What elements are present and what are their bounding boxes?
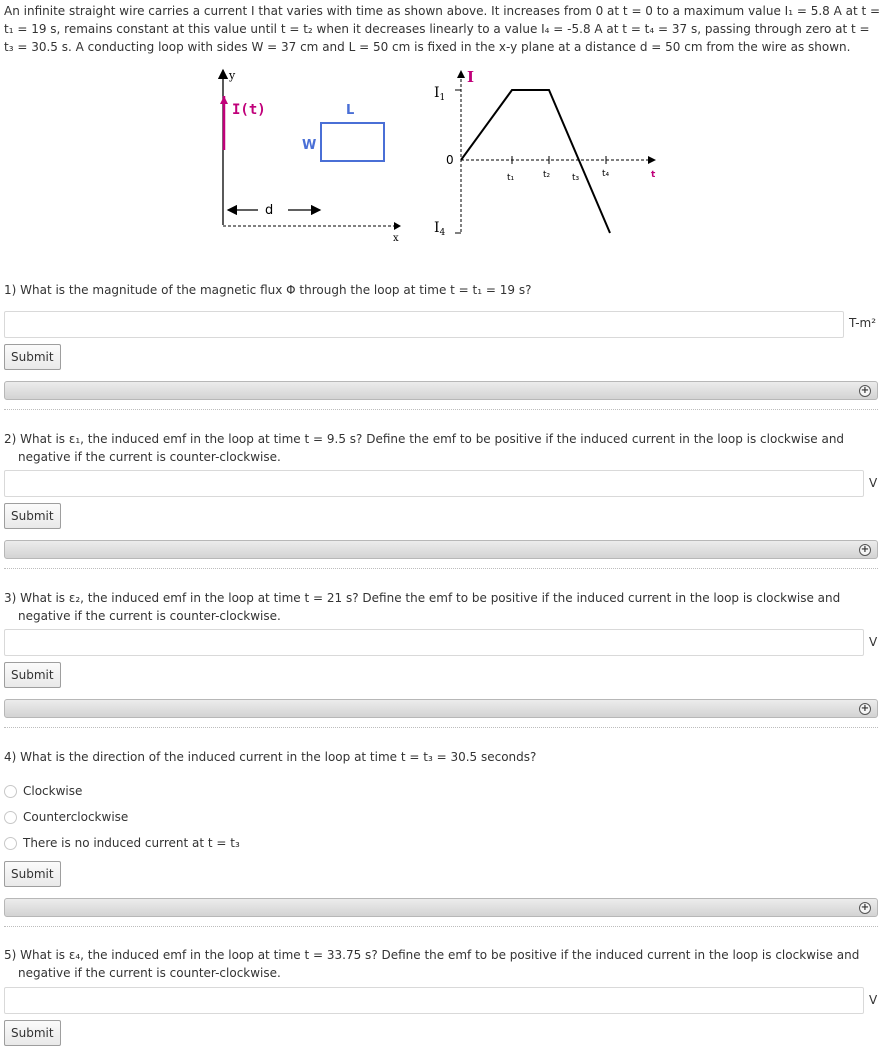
- option-label: There is no induced current at t = t₃: [23, 836, 240, 850]
- question-2-submit-button[interactable]: Submit: [4, 503, 61, 529]
- graph-y-arrow: [457, 70, 465, 78]
- option-no-current[interactable]: [4, 835, 240, 851]
- question-4-submit-button[interactable]: Submit: [4, 861, 61, 887]
- graph-y-label: I: [467, 68, 475, 86]
- separator: [4, 568, 878, 569]
- t1-label: t₁: [507, 173, 515, 183]
- question-1-hint-bar[interactable]: [4, 381, 878, 400]
- radio-button[interactable]: [4, 811, 17, 824]
- t3-label: t₃: [572, 173, 580, 183]
- question-4-hint-bar[interactable]: [4, 898, 878, 917]
- question-1-unit: T-m²: [849, 316, 877, 330]
- t2-label: t₂: [543, 170, 551, 180]
- radio-button[interactable]: [4, 837, 17, 850]
- question-3-unit: V: [869, 635, 878, 649]
- separator: [4, 926, 878, 927]
- x-axis-label: x: [393, 233, 399, 244]
- conducting-loop: [321, 123, 384, 161]
- question-2-text: 2) What is ε₁, the induced emf in the loop at time t = 9.5 s? Define the emf to be positive if the induced current in the loop is clockwise and negative if the current is counter-clockwise.: [4, 432, 845, 464]
- separator: [4, 409, 878, 410]
- plus-circle-icon[interactable]: +: [860, 703, 870, 714]
- option-counterclockwise[interactable]: [4, 809, 128, 825]
- plus-circle-icon[interactable]: +: [860, 544, 870, 555]
- question-1-text: 1) What is the magnitude of the magnetic flux Φ through the loop at time t = t₁ = 19 s?: [4, 283, 532, 297]
- separator: [4, 727, 878, 728]
- x-axis-arrow: [394, 222, 401, 230]
- question-3-submit-button[interactable]: Submit: [4, 662, 61, 688]
- y-axis-label: y: [229, 69, 236, 82]
- loop-width-label: W: [302, 138, 317, 153]
- question-3-input[interactable]: [4, 629, 864, 656]
- graph-i1-label: $I_1$: [434, 85, 446, 103]
- question-5-input[interactable]: [4, 987, 864, 1014]
- question-5-text: 5) What is ε₄, the induced emf in the loop at time t = 33.75 s? Define the emf to be positive if the induced current in the loop is clockwise and negative if the current is counter-clockwise.: [4, 948, 860, 980]
- problem-figure: [0, 60, 890, 250]
- question-5-unit: V: [869, 993, 878, 1007]
- question-2-unit: V: [869, 476, 878, 490]
- problem-statement: An infinite straight wire carries a current I that varies with time as shown above. It increases from 0 at t = 0 to a maximum value I₁ = 5.8 A at t = t₁ = 19 s, remains constant at this value until t = t₂ when it decreases linearly to a value I₄ = -5.8 A at t = t₄ = 37 s, passing through zero at t = t₃ = 30.5 s. A conducting loop with sides W = 37 cm and L = 50 cm is fixed in the x-y plane at a distance d = 50 cm from the wire as shown.: [4, 4, 881, 54]
- current-label: I(t): [232, 102, 266, 118]
- graph-zero-label: 0: [446, 153, 454, 167]
- t4-label: t₄: [602, 169, 610, 179]
- graph-t-arrow: [648, 156, 656, 164]
- question-1-input[interactable]: [4, 311, 844, 338]
- graph-t-label: t: [651, 170, 656, 180]
- current-curve: [461, 90, 610, 233]
- plus-circle-icon[interactable]: +: [860, 385, 870, 396]
- graph-i4-label: $I_4$: [434, 220, 446, 238]
- question-2-hint-bar[interactable]: [4, 540, 878, 559]
- question-4-text: 4) What is the direction of the induced current in the loop at time t = t₃ = 30.5 seconds?: [4, 750, 537, 764]
- option-label: Clockwise: [23, 784, 83, 798]
- radio-button[interactable]: [4, 785, 17, 798]
- option-label: Counterclockwise: [23, 810, 129, 824]
- question-5-submit-button[interactable]: Submit: [4, 1020, 61, 1046]
- question-3-hint-bar[interactable]: [4, 699, 878, 718]
- wire-current-arrow: [220, 96, 228, 104]
- question-2-input[interactable]: [4, 470, 864, 497]
- distance-label: d: [265, 203, 274, 218]
- question-3-text: 3) What is ε₂, the induced emf in the loop at time t = 21 s? Define the emf to be positive if the induced current in the loop is clockwise and negative if the current is counter-clockwise.: [4, 591, 841, 623]
- question-1-submit-button[interactable]: Submit: [4, 344, 61, 370]
- option-clockwise[interactable]: [4, 783, 82, 799]
- plus-circle-icon[interactable]: +: [860, 902, 870, 913]
- loop-length-label: L: [346, 103, 355, 118]
